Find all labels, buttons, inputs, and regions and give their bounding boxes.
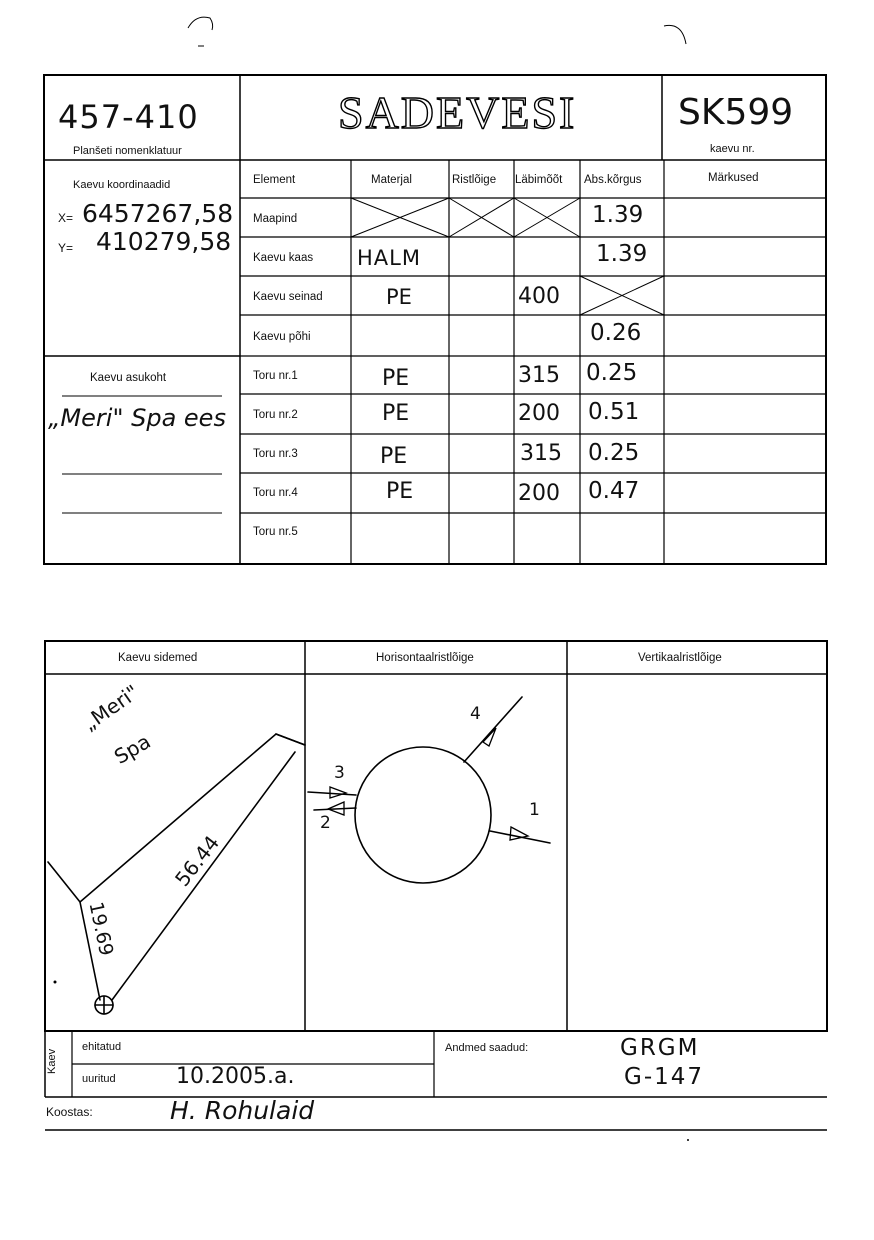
row-element: Toru nr.2	[253, 409, 298, 421]
y-prefix: Y=	[58, 241, 74, 255]
data-source-value-2: G-147	[624, 1064, 705, 1090]
row-material: PE	[382, 366, 410, 391]
plansheet-label: Planšeti nomenklatuur	[73, 145, 182, 157]
row-element: Maapind	[253, 213, 298, 225]
col-header-abs-height: Abs.kõrgus	[584, 174, 642, 186]
pipe-label-3: 3	[334, 763, 345, 783]
footer-side-label: Kaev	[46, 1048, 58, 1074]
col-header-diameter: Läbimõõt	[515, 174, 563, 186]
data-source-value-1: GRGM	[620, 1035, 700, 1061]
author-name: H. Rohulaid	[170, 1096, 315, 1125]
building-edge	[276, 734, 305, 745]
row-abs-height: 0.25	[588, 440, 640, 466]
row-abs-height: 1.39	[596, 241, 648, 267]
well-symbol-icon	[95, 996, 113, 1014]
pipe-3-line	[308, 792, 356, 795]
row-element: Toru nr.4	[253, 487, 298, 499]
row-diameter: 315	[520, 441, 562, 466]
location-value: „Meri" Spa ees	[48, 404, 226, 432]
pipe-label-1: 1	[529, 800, 540, 820]
building-label-spa: Spa	[110, 729, 155, 769]
pipe-label-4: 4	[470, 704, 481, 724]
row-material: PE	[386, 285, 412, 309]
building-label-name: „Meri"	[78, 679, 144, 736]
row-abs-height: 0.25	[586, 360, 638, 386]
row-diameter: 200	[518, 481, 560, 506]
pipe-2-line	[314, 808, 356, 810]
row-element: Kaevu seinad	[253, 291, 323, 303]
pipe-3-arrow-icon	[330, 787, 346, 798]
sketch-header-vertical-section: Vertikaalristlõige	[638, 652, 722, 664]
row-diameter: 200	[518, 401, 560, 426]
row-abs-height: 0.47	[588, 478, 640, 504]
well-number: SK599	[678, 92, 794, 133]
pipe-label-2: 2	[320, 813, 331, 833]
x-prefix: X=	[58, 211, 74, 225]
col-header-notes: Märkused	[708, 172, 759, 184]
dimension-short: 19.69	[84, 900, 118, 958]
pipe-1-line	[490, 831, 550, 843]
row-diameter: 400	[518, 284, 560, 309]
tie-line-long	[112, 752, 295, 1000]
y-coordinate-value: 410279,58	[96, 227, 232, 256]
built-label: ehitatud	[82, 1041, 122, 1053]
row-material: PE	[382, 401, 410, 426]
row-element: Kaevu kaas	[253, 252, 314, 264]
col-header-material: Materjal	[371, 174, 412, 186]
dimension-long: 56.44	[170, 830, 225, 891]
row-abs-height: 0.26	[590, 320, 642, 346]
col-header-element: Element	[253, 174, 296, 186]
row-material: HALM	[357, 246, 421, 270]
x-coordinate-value: 6457267,58	[82, 199, 234, 228]
row-material: PE	[386, 479, 414, 504]
sketch-header-site-ties: Kaevu sidemed	[118, 652, 198, 664]
manhole-circle	[355, 747, 491, 883]
row-element: Toru nr.5	[253, 526, 298, 538]
row-abs-height: 1.39	[592, 202, 644, 228]
col-header-cross-section: Ristlõige	[452, 174, 497, 186]
surveyed-date: 10.2005.a.	[176, 1064, 295, 1089]
coordinates-label: Kaevu koordinaadid	[73, 179, 171, 191]
surveyed-label: uuritud	[82, 1073, 116, 1085]
row-material: PE	[380, 444, 408, 469]
data-source-label: Andmed saadud:	[445, 1042, 529, 1054]
row-element: Toru nr.1	[253, 370, 298, 382]
plansheet-number: 457-410	[58, 98, 199, 136]
form-title: SADEVESI	[338, 87, 577, 138]
location-label: Kaevu asukoht	[90, 372, 167, 384]
well-number-label: kaevu nr.	[710, 143, 755, 155]
row-element: Toru nr.3	[253, 448, 298, 460]
row-element: Kaevu põhi	[253, 331, 311, 343]
row-diameter: 315	[518, 363, 560, 388]
sketch-header-horizontal-section: Horisontaalristlõige	[376, 652, 474, 664]
author-label: Koostas:	[46, 1105, 93, 1119]
pipe-4-arrow-icon	[483, 728, 496, 746]
row-abs-height: 0.51	[588, 399, 640, 425]
